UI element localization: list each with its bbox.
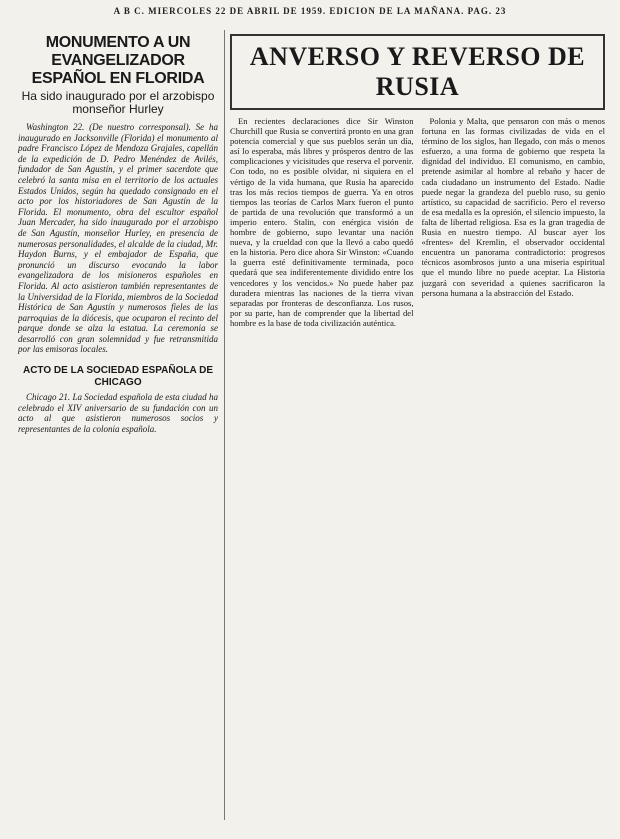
main-article-title: ANVERSO Y REVERSO DE RUSIA (249, 42, 586, 101)
column-divider (224, 30, 225, 820)
left-article-body: Washington 22. (De nuestro corresponsal). Se ha inaugurado en Jacksonville (Florida) el monumento al padre Francisco López de Mendoza Grajales, capellán de la expedición de D. Pedro Menéndez de Avilés, fundador de San Agustín, y el primer sacerdote que celebró la santa misa en el territorio de los actuales Estados Unidos, según ha quedado consignado en el acto por los historiadores de San Agustín de la Florida. El monumento, obra del escultor español Juan Mercader, ha sido inaugurado por el arzobispo de San Agustín, monseñor Hurley, en presencia de numerosas personalidades, el alcalde de la ciudad, Mr. Haydon Burns, y el embajador de España, que pronunció un discurso evocando la labor evangelizadora de los misioneros españoles en Florida. Al acto asistieron también representantes de la Universidad de la Florida, miembros de la Sociedad Histórica de San Agustín y numerosos fieles de las parroquias de la diócesis, que ocuparon el recinto del parque donde se alza la estatua. La ceremonia se desarrolló con gran solemnidad y fue retransmitida por las emisoras locales. (18, 122, 218, 355)
header-text: A B C. MIERCOLES 22 DE ABRIL DE 1959. EDICION DE LA MAÑANA. PAG. 23 (113, 6, 507, 16)
left-article-subtitle: Ha sido inaugurado por el arzobispo monseñor Hurley (21, 89, 215, 116)
main-article (230, 34, 605, 834)
main-column-2 (422, 116, 606, 834)
main-column-1-text: En recientes declaraciones dice Sir Winston Churchill que Rusia se convertirá pronto en una gran potencia comercial y que sus pueblos serán un día, así lo esperaba, más libres y prósperos dentro de las complicaciones y vicisitudes que reserva el porvenir. Con todo, no es posible olvidar, ni siquiera en el vértigo de la vida humana, que Rusia ha aparecido tras los más recios tiempos de guerra. Ya en otros tiempos las teorías de Carlos Marx fueron el punto de partida de una revolución que transformó a un imperio entero. Stalin, con enérgica visión de hombre de gobierno, supo levantar una nación nueva, y la crueldad con que la llevó a cabo quedó en la historia. Pero dice ahora Sir Winston: «Cuando la guerra esté definitivamente terminada, poco quedará que sea indiferentemente dividido entre los vencedores y los vencidos.» No puede haber paz duradera mientras las naciones de la tierra vivan separadas por fronteras de desconfianza. Los rusos, por su parte, han de comprender que la libertad del hombre es la base de toda civilización auténtica. (230, 116, 414, 328)
main-column-2-text: Polonia y Malta, que pensaron con más o menos fortuna en las formas civilizadas de vida en el término de los siglos, han llegado, con más o menos esfuerzo, a una forma de gobierno que respeta la dignidad del individuo. El comunismo, en cambio, pretende asimilar al hombre al rebaño y hacer de cada ciudadano un instrumento del Estado. Nadie puede negar la grandeza del pueblo ruso, su genio artístico, su capacidad de sacrificio. Pero el reverso de esa medalla es la opresión, el silencio impuesto, la falta de libertad religiosa. Esa es la gran tragedia de Rusia en nuestro tiempo. Al buscar ayer los «frentes» del Kremlin, el observador occidental encuentra un panorama contradictorio: progresos técnicos asombrosos junto a una miseria espiritual que el mundo libre no puede aceptar. La Historia juzgará con severidad a quienes sacrificaron la persona humana a la abstracción del Estado. (421, 116, 605, 298)
page-header (0, 0, 620, 22)
second-article-body: Chicago 21. La Sociedad española de esta ciudad ha celebrado el XIV aniversario de su fundación con un acto al que asistieron numerosos socios y representantes de la colonia española. (18, 392, 218, 434)
left-column (18, 30, 218, 830)
main-title-box (230, 34, 605, 110)
main-column-1 (230, 116, 414, 834)
left-article-title: MONUMENTO A UN EVANGELIZADOR ESPAÑOL EN FLORIDA (31, 34, 205, 87)
main-article-columns (230, 116, 605, 834)
second-article-title: ACTO DE LA SOCIEDAD ESPAÑOLA DE CHICAGO (22, 365, 213, 389)
